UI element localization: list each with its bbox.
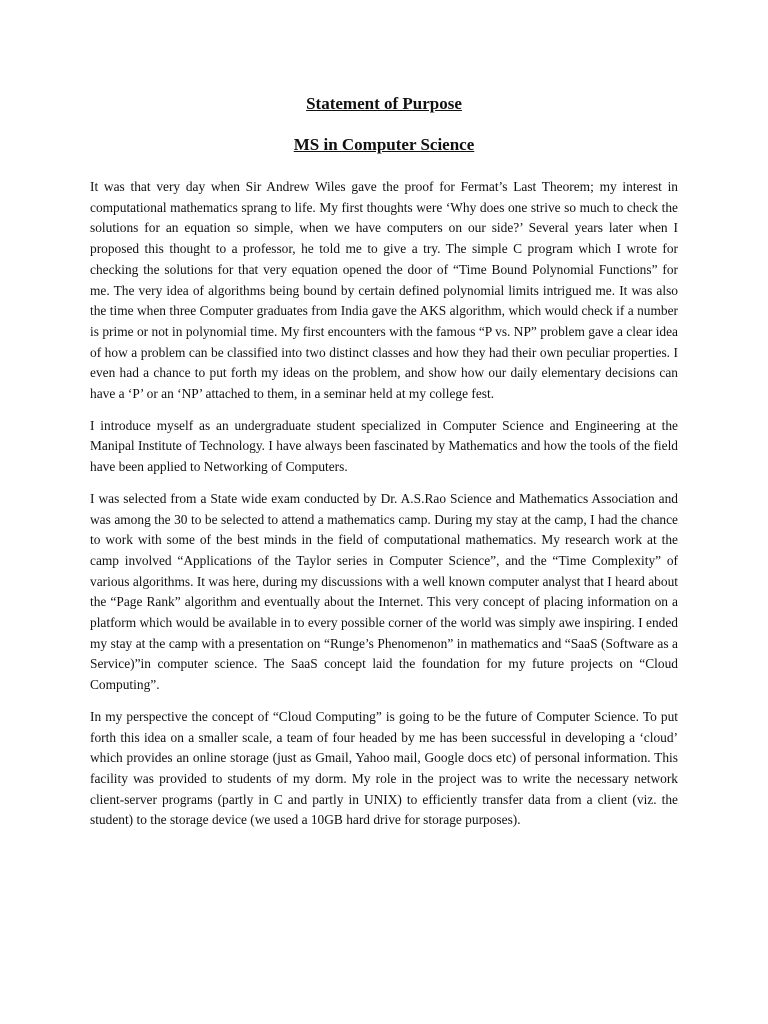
document-title: Statement of Purpose [306,94,462,113]
document-subtitle: MS in Computer Science [293,135,475,154]
paragraph-background: I introduce myself as an undergraduate student specialized in Computer Science and Engineering at the Manipal Institute of Technology. I have always been fascinated by Mathematics and how the tools of the field have been applied to Networking of Computers. [90,417,678,475]
paragraph-cloud-computing: In my perspective the concept of “Cloud Computing” is going to be the future of Computer Science. To put forth this idea on a smaller scale, a team of four headed by me has been successful in developing a ‘cloud’ which provides an online storage (just as Gmail, Yahoo mail, Google docs etc) of personal information. This facility was provided to students of my dorm. My role in the project was to write the necessary network client-server programs (partly in C and partly in UNIX) to efficiently transfer data from a client (viz. the student) to the storage device (we used a 10GB hard drive for storage purposes). [90,708,678,828]
paragraph-intro: It was that very day when Sir Andrew Wiles gave the proof for Fermat’s Last Theorem; my interest in computational mathematics sprang to life. My first thoughts were ‘Why does one strive so much to check the solutions for an equation so simple, when we have computers on our side?’ Several years later when I proposed this thought to a professor, he told me to give a try. The simple C program which I wrote for checking the solutions for that very equation opened the door of “Time Bound Polynomial Functions” for me. The very idea of algorithms being bound by certain defined polynomial limits intrigued me. It was also the time when three Computer graduates from India gave the AKS algorithm, which would check if a number is prime or not in polynomial time. My first encounters with the famous “P vs. NP” problem gave a clear idea of how a problem can be classified into two distinct classes and how they had their own peculiar properties. I even had a chance to put forth my ideas on the problem, and show how our daily elementary decisions can have a ‘P’ or an ‘NP’ attached to them, in a seminar held at my college fest. [90,179,678,402]
paragraph-math-camp: I was selected from a State wide exam conducted by Dr. A.S.Rao Science and Mathematics Association and was among the 30 to be selected to attend a mathematics camp. During my stay at the camp, I had the chance to work with some of the best minds in the field of computational mathematics. My research work at the camp involved “Applications of the Taylor series in Computer Science”, and the “Time Complexity” of various algorithms. It was here, during my discussions with a well known computer analyst that I heard about the “Page Rank” algorithm and eventually about the Internet. This very concept of placing information on a platform which would be available in to every possible corner of the world was simply awe inspiring. I ended my stay at the camp with a presentation on “Runge’s Phenomenon” in mathematics and “SaaS (Software as a Service)”in computer science. The SaaS concept laid the foundation for my future projects on “Cloud Computing”. [90,490,678,693]
